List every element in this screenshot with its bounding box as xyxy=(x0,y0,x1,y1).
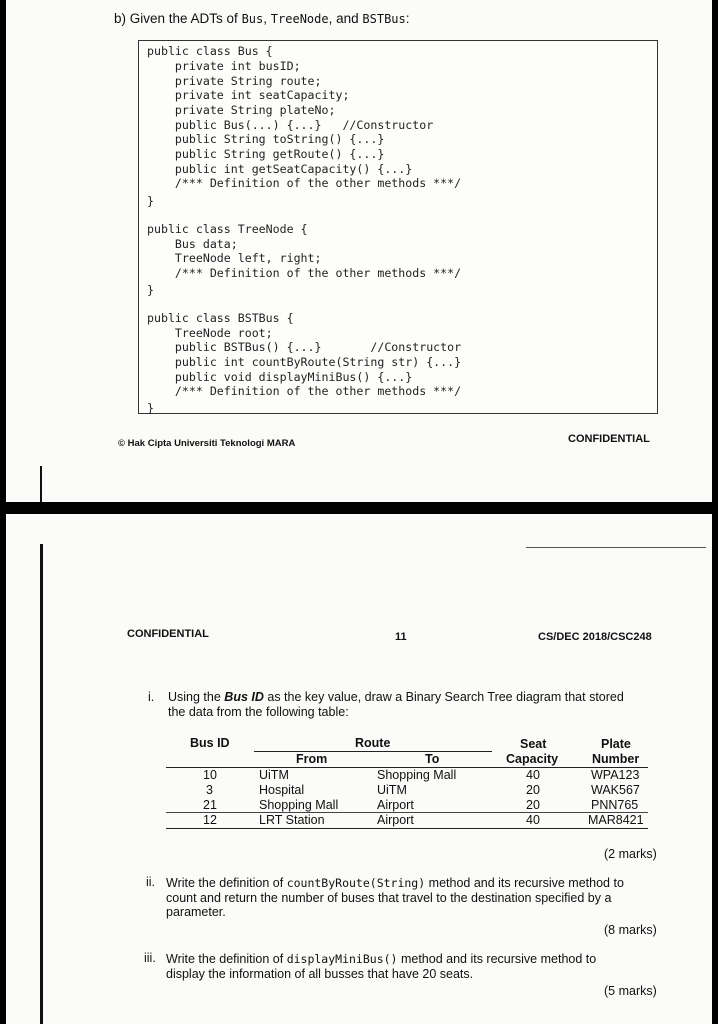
code-line: private int busID; xyxy=(147,59,301,73)
q1-marks: (2 marks) xyxy=(604,847,657,861)
code-box xyxy=(138,40,658,414)
cell-to: UiTM xyxy=(377,783,407,797)
page-edge-line xyxy=(40,466,42,502)
th-route: Route xyxy=(355,736,391,750)
cell-to: Shopping Mall xyxy=(377,768,457,782)
q1-line2: the data from the following table: xyxy=(168,705,349,719)
cell-bus-id: 3 xyxy=(206,783,213,797)
intro-bstbus: BSTBus xyxy=(362,12,406,26)
row-separator xyxy=(166,812,648,813)
table-bottom-line xyxy=(166,828,648,829)
top-rule xyxy=(526,547,706,548)
code-line: Bus data; xyxy=(147,237,238,251)
code-line: public class Bus { xyxy=(147,44,273,58)
course-code: CS/DEC 2018/CSC248 xyxy=(538,631,652,643)
cell-from: LRT Station xyxy=(259,813,325,827)
cell-to: Airport xyxy=(377,798,414,812)
code-line: public String toString() {...} xyxy=(147,132,385,146)
cell-bus-id: 12 xyxy=(203,813,217,827)
cell-plate: WAK567 xyxy=(591,783,640,797)
code-line: } xyxy=(147,283,154,297)
q2-text-a: Write the definition of xyxy=(166,876,284,890)
intro-bus: Bus xyxy=(241,12,264,26)
cell-from: Hospital xyxy=(259,783,305,797)
bottom-page-sheet xyxy=(6,514,712,1024)
intro-sep: , xyxy=(263,11,268,26)
q2-line1 xyxy=(166,876,624,890)
cell-from: UiTM xyxy=(259,768,289,782)
q3-line1 xyxy=(166,952,596,966)
cell-plate: PNN765 xyxy=(591,798,639,812)
code-line: public String getRoute() {...} xyxy=(147,147,385,161)
cell-from: Shopping Mall xyxy=(259,798,339,812)
code-line: private String route; xyxy=(147,74,322,88)
code-line: public Bus(...) {...} //Constructor xyxy=(147,118,434,132)
page-number: 11 xyxy=(395,631,407,643)
cell-to: Airport xyxy=(377,813,414,827)
q3-number: iii. xyxy=(144,951,156,965)
q2-code: countByRoute(String) xyxy=(286,876,426,890)
code-line: private int seatCapacity; xyxy=(147,88,350,102)
cell-plate: WPA123 xyxy=(591,768,640,782)
q2-text-b: method and its recursive method to xyxy=(428,876,624,890)
code-line: TreeNode root; xyxy=(147,326,273,340)
intro-prefix: b) Given the ADTs of xyxy=(114,11,238,26)
cell-seat: 40 xyxy=(526,768,540,782)
code-line: /*** Definition of the other methods ***/ xyxy=(147,176,462,190)
q3-marks: (5 marks) xyxy=(604,984,657,998)
code-line: /*** Definition of the other methods ***/ xyxy=(147,384,462,398)
th-from: From xyxy=(296,752,328,766)
code-line: } xyxy=(147,194,154,208)
th-bus-id: Bus ID xyxy=(190,736,230,750)
intro-and: , and xyxy=(328,11,359,26)
confidential-footer: CONFIDENTIAL xyxy=(568,433,650,445)
route-underline xyxy=(254,751,492,752)
th-plate: Plate xyxy=(601,737,631,751)
q2-number: ii. xyxy=(146,875,156,889)
cell-seat: 20 xyxy=(526,798,540,812)
q2-line3: parameter. xyxy=(166,905,226,919)
q1-number: i. xyxy=(148,690,155,704)
th-capacity: Capacity xyxy=(506,752,559,766)
q3-text-b: method and its recursive method to xyxy=(400,952,597,966)
cell-seat: 20 xyxy=(526,783,540,797)
q3-code: displayMiniBus() xyxy=(286,952,398,966)
q3-line2: display the information of all busses that have 20 seats. xyxy=(166,967,474,981)
cell-bus-id: 10 xyxy=(203,768,217,782)
cell-plate: MAR8421 xyxy=(588,813,644,827)
code-line: /*** Definition of the other methods ***/ xyxy=(147,266,462,280)
th-number: Number xyxy=(592,752,640,766)
code-line: } xyxy=(147,401,154,415)
header-confidential: CONFIDENTIAL xyxy=(127,628,209,640)
th-to: To xyxy=(425,752,440,766)
code-line: public class TreeNode { xyxy=(147,222,308,236)
top-page-sheet xyxy=(6,0,712,502)
q1-bold: Bus ID xyxy=(224,690,264,704)
code-line: public void displayMiniBus() {...} xyxy=(147,370,413,384)
q2-marks: (8 marks) xyxy=(604,923,657,937)
copyright-notice: © Hak Cipta Universiti Teknologi MARA xyxy=(118,438,296,449)
th-seat: Seat xyxy=(520,737,547,751)
cell-bus-id: 21 xyxy=(203,798,217,812)
cell-seat: 40 xyxy=(526,813,540,827)
code-line: public class BSTBus { xyxy=(147,311,294,325)
q3-text-a: Write the definition of xyxy=(166,952,284,966)
q1-text-b: as the key value, draw a Binary Search Tree diagram that stored xyxy=(267,690,624,704)
code-line: public BSTBus() {...} //Constructor xyxy=(147,340,462,354)
q2-line2: count and return the number of buses that travel to the destination specified by a xyxy=(166,891,612,905)
intro-treenode: TreeNode xyxy=(270,12,329,26)
q1-line1 xyxy=(168,690,668,704)
code-line: public int countByRoute(String str) {...} xyxy=(147,355,462,369)
intro-line xyxy=(114,11,410,26)
code-line: private String plateNo; xyxy=(147,103,336,117)
page-edge-line xyxy=(40,544,43,1024)
intro-colon: : xyxy=(405,11,410,26)
code-line: TreeNode left, right; xyxy=(147,251,322,265)
q1-text-a: Using the xyxy=(168,690,221,704)
code-line: public int getSeatCapacity() {...} xyxy=(147,162,413,176)
